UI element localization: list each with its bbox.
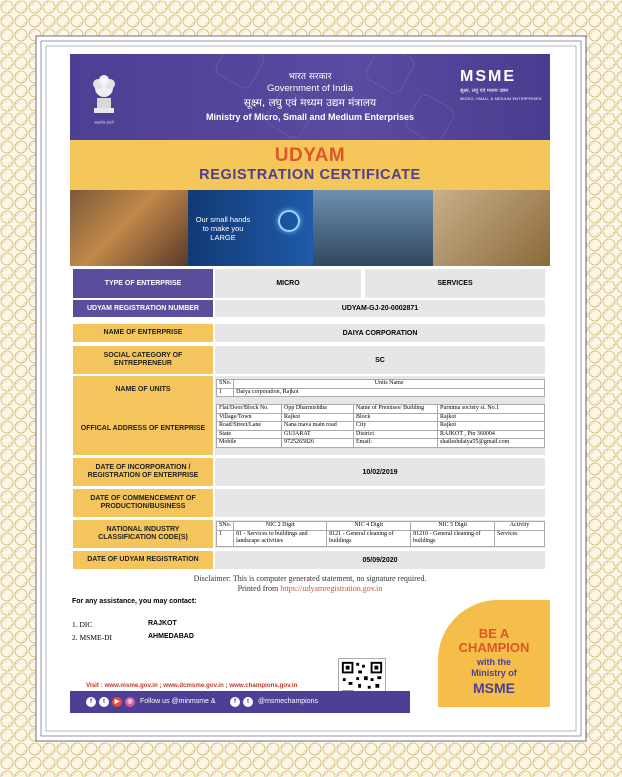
udyam-date-value: 05/09/2020 (215, 551, 545, 569)
certificate (70, 54, 550, 721)
champion-line4: Ministry of (471, 668, 517, 678)
row-units (73, 376, 547, 404)
certificate-title: UDYAM (274, 145, 346, 166)
address-value: Rajkot (438, 413, 545, 422)
follow-us-text: Follow us @minmsme & (140, 698, 216, 705)
address-key: Block (354, 413, 438, 422)
instagram-icon[interactable]: ◎ (125, 697, 135, 707)
emblem-caption: सत्यमेव जयते (94, 120, 114, 125)
social-value: SC (215, 346, 545, 374)
printed-from-label: Printed from (237, 584, 279, 593)
units-label: NAME OF UNITS (73, 376, 213, 404)
contact-msmedi-value: AHMEDABAD (148, 633, 194, 640)
title-band (70, 140, 550, 190)
visit-prefix: Visit : (86, 682, 103, 689)
address-label: OFFICAL ADDRESS OF ENTERPRISE (73, 403, 213, 455)
nic-label: NATIONAL INDUSTRY CLASSIFICATION CODE(S) (73, 520, 213, 548)
certificate-header (70, 54, 550, 140)
name-value: DAIYA CORPORATION (215, 324, 545, 342)
contact-msmedi-label: 2. MSME-DI (72, 633, 113, 642)
nic-header-4: NIC 4 Digit (327, 522, 411, 531)
youtube-icon[interactable]: ▶ (112, 697, 122, 707)
row-incorporation-date (73, 458, 547, 486)
address-email: shaileshdaiya55@gmail.com (438, 439, 545, 448)
address-key: District (354, 430, 438, 439)
address-key: Name of Premises/ Building (354, 405, 438, 414)
address-key: State (217, 430, 282, 439)
country-name: Government of India (266, 83, 354, 94)
type-value-activity: SERVICES (365, 269, 545, 298)
nic-header-5: NIC 5 Digit (411, 522, 495, 531)
urn-label: UDYAM REGISTRATION NUMBER (73, 300, 213, 317)
type-value-size: MICRO (215, 269, 361, 298)
udyam-portal-link[interactable]: https://udyamregistration.gov.in (280, 584, 383, 593)
row-address (73, 403, 547, 455)
commencement-value (215, 489, 545, 517)
udyam-date-label: DATE OF UDYAM REGISTRATION (73, 551, 213, 569)
address-key: Road/Street/Lane (217, 422, 282, 431)
twitter-icon-2[interactable]: t (243, 697, 253, 707)
nic-4-value: 8121 - General cleaning of buildings (327, 530, 411, 546)
factory-photo (433, 190, 550, 266)
address-value: Rajkot (438, 422, 545, 431)
address-key: Village/Town (217, 413, 282, 422)
row-commencement-date (73, 489, 547, 517)
address-key: Flat/Door/Block No. (217, 405, 282, 414)
address-value: GUJARAT (282, 430, 354, 439)
banner-slogan: Our small hands to make you LARGE (195, 215, 251, 242)
social-label: SOCIAL CATEGORY OF ENTREPRENEUR (73, 346, 213, 374)
champion-badge (438, 600, 550, 707)
address-key: City (354, 422, 438, 431)
hindi-country: भारत सरकार (288, 72, 332, 82)
nic-table (216, 521, 545, 547)
address-key: Email: (354, 439, 438, 448)
nic-sno: 1 (217, 530, 234, 546)
disclaimer-text: Disclaimer: This is computer generated statement, no signature required. (193, 574, 427, 583)
champion-line2: CHAMPION (458, 640, 530, 655)
units-sno: 1 (217, 388, 234, 397)
champion-line1: BE A (478, 626, 510, 641)
row-enterprise-name (73, 324, 547, 342)
row-udyam-date (73, 551, 547, 569)
row-urn (73, 300, 547, 317)
ministry-name: Ministry of Micro, Small and Medium Enterprises (205, 112, 415, 122)
social-footer (70, 691, 410, 713)
address-value: RAJKOT , Pin 360004 (438, 430, 545, 439)
msme-logo-subtitle: MICRO, SMALL & MEDIUM ENTERPRISES (460, 97, 542, 101)
row-type-of-enterprise (73, 269, 547, 298)
address-value: Purnima society st. No.1 (438, 405, 545, 414)
address-value: Nana mava main road (282, 422, 354, 431)
msme-logo-hindi: सूक्ष्म, लघु एवं मध्यम उद्यम (460, 88, 509, 94)
nic-2-value: 81 - Services to buildings and landscape activities (234, 530, 327, 546)
address-value: Rajkot (282, 413, 354, 422)
msme-logo: MSME (460, 68, 516, 85)
address-value: Opp Dharmishtha (282, 405, 354, 414)
address-table (216, 404, 545, 448)
contact-dic-label: 1. DIC (72, 620, 93, 629)
visit-urls[interactable]: www.msme.gov.in ; www.dcmsme.gov.in ; www.champions.gov.in (104, 682, 298, 689)
address-value: 9725265826 (282, 439, 354, 448)
wheel-icon (278, 210, 300, 232)
units-header-name: Units Name (234, 380, 545, 389)
nic-5-value: 81210 - General cleaning of buildings (411, 530, 495, 546)
nic-header-activity: Activity (495, 522, 545, 531)
facebook-icon[interactable]: f (86, 697, 96, 707)
contact-dic-value: RAJKOT (148, 620, 177, 627)
visit-links (86, 682, 297, 689)
champions-handle: @msmechampions (258, 698, 319, 705)
twitter-icon[interactable]: t (99, 697, 109, 707)
artisan-photo (70, 190, 188, 266)
champion-line5: MSME (473, 680, 515, 696)
photo-banner (70, 190, 550, 266)
commencement-label: DATE OF COMMENCEMENT OF PRODUCTION/BUSINESS (73, 489, 213, 517)
nic-header-2: NIC 2 Digit (234, 522, 327, 531)
office-photo (313, 190, 433, 266)
nic-header-sno: SNo. (217, 522, 234, 531)
row-social-category (73, 346, 547, 374)
name-label: NAME OF ENTERPRISE (73, 324, 213, 342)
units-name: Daiya corporation, Rajkot (234, 388, 545, 397)
row-nic-codes (73, 520, 547, 548)
facebook-icon-2[interactable]: f (230, 697, 240, 707)
champion-line3: with the (477, 657, 511, 667)
units-header-sno: SNo. (217, 380, 234, 389)
units-table (216, 379, 545, 397)
incorporation-value: 10/02/2019 (215, 458, 545, 486)
disclaimer (70, 574, 550, 594)
nic-activity-value: Services (495, 530, 545, 546)
type-label: TYPE OF ENTERPRISE (73, 269, 213, 298)
hindi-ministry: सूक्ष्म, लघु एवं मध्यम उद्यम मंत्रालय (243, 97, 377, 109)
urn-value: UDYAM-GJ-20-0002871 (215, 300, 545, 317)
incorporation-label: DATE OF INCORPORATION / REGISTRATION OF ENTERPRISE (73, 458, 213, 486)
address-key: Mobile (217, 439, 282, 448)
assistance-heading: For any assistance, you may contact: (72, 598, 197, 605)
certificate-subtitle: REGISTRATION CERTIFICATE (199, 167, 421, 183)
